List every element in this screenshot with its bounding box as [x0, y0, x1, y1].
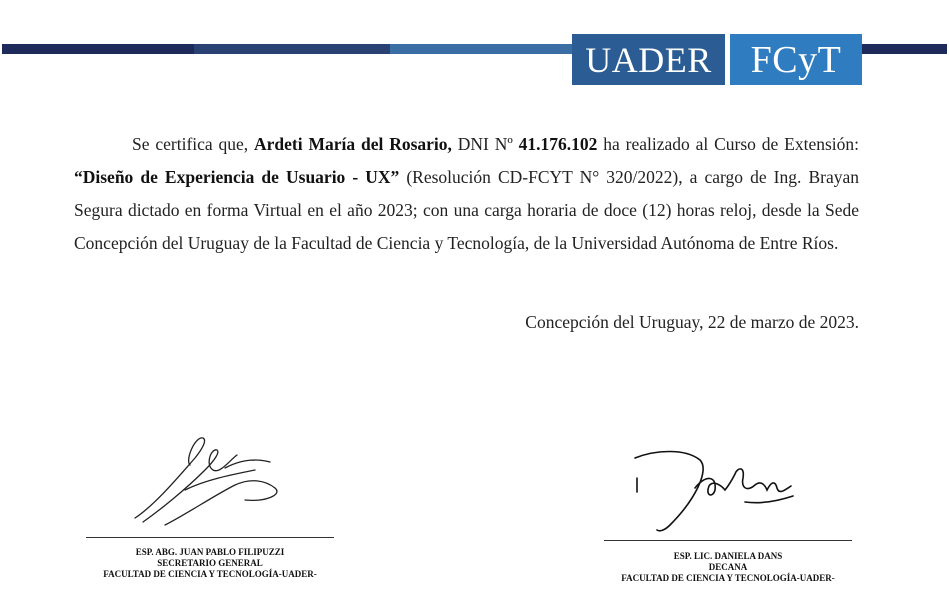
signatory-block — [604, 551, 852, 584]
signatory-name: ESP. LIC. DANIELA DANS — [673, 551, 783, 561]
course-title: “Diseño de Experiencia de Usuario - UX” — [74, 167, 400, 187]
dni-label: DNI Nº — [451, 134, 519, 154]
dni-number: 41.176.102 — [518, 134, 598, 154]
uader-logo — [572, 34, 725, 85]
body-text-2: (Resolución CD-FCYT N° 320/2022), a cargo de Ing. Brayan Segura dictado en forma Virtual en el año 2023; con una carga horaria de doce (12) horas reloj, desde la Sede Concepción del Uruguay de la Facultad de Ciencia y Tecnología, de la Universidad Autónoma de Entre Ríos. — [74, 167, 859, 253]
uader-logo-text: UADER — [585, 39, 712, 80]
place-and-date: Concepción del Uruguay, 22 de marzo de 2023. — [525, 312, 859, 332]
signatory-name: ESP. ABG. JUAN PABLO FILIPUZZI — [135, 547, 285, 557]
signature-filipuzzi — [125, 430, 300, 530]
fcyt-logo — [730, 34, 862, 85]
header-band-segment — [194, 44, 390, 54]
body-text-1: ha realizado al Curso de Extensión: — [597, 134, 860, 154]
fcyt-logo-text: FCyT — [750, 38, 842, 81]
signature-dans — [625, 440, 805, 535]
certificate-body — [74, 128, 859, 260]
signatory-role: SECRETARIO GENERAL — [157, 558, 263, 568]
recipient-name: Ardeti María del Rosario, — [254, 134, 452, 154]
signatory-institution: FACULTAD DE CIENCIA Y TECNOLOGÍA-UADER- — [621, 573, 835, 583]
header-band-segment — [390, 44, 572, 54]
intro-text: Se certifica que, — [132, 134, 255, 154]
header-band-segment — [2, 44, 194, 54]
signature-line — [604, 540, 852, 541]
header-band-segment — [862, 44, 947, 54]
signatory-block — [86, 547, 334, 580]
signature-line — [86, 537, 334, 538]
signatory-institution: FACULTAD DE CIENCIA Y TECNOLOGÍA-UADER- — [103, 569, 317, 579]
signatory-role: DECANA — [708, 562, 748, 572]
